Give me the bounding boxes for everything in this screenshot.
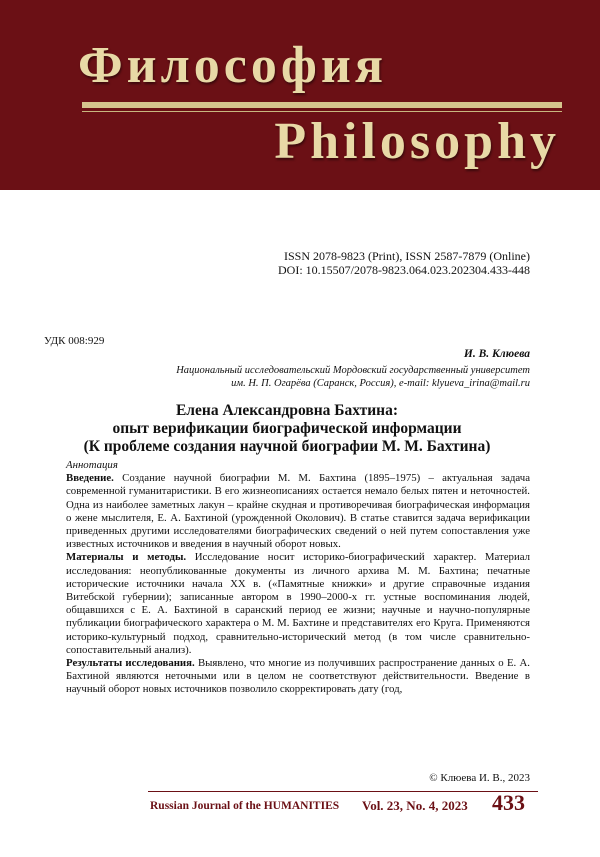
title-line-1: Елена Александровна Бахтина: <box>175 402 399 419</box>
methods-text: Исследование носит историко-биографический характер. Материал исследования: неопубликованные документы из личного архива М. М. Бахтина; печатные исторические источники начала XX в. («Памятные книжки» и другие справочные издания Витебской губернии); записанные автором в 1990–2000-х гг. устные воспоминания людей, общавшихся с Е. А. Бахтиной в саранский период ее жизни; научные и научно-популярные публикации биографического характера о М. М. Бахтине и представителях его Круга. Применяются историко-культурный подход, сравнительно-исторический метод (в том числе сравнительно-сопоставительный анализ). <box>66 551 530 656</box>
author-affiliation <box>90 364 530 390</box>
title-line-2: опыт верификации биографической информации <box>112 420 462 437</box>
banner-title-en: Philosophy <box>274 113 560 170</box>
results-label: Результаты исследования. <box>66 657 195 670</box>
abstract-methods <box>66 551 530 657</box>
abstract-label: Аннотация <box>66 459 118 471</box>
issn-line: ISSN 2078-9823 (Print), ISSN 2587-7879 (Online) <box>284 249 530 263</box>
udk-code: УДК 008:929 <box>44 335 105 347</box>
banner-divider-thin <box>82 111 562 112</box>
intro-label: Введение. <box>66 472 114 485</box>
footer-journal-name: Russian Journal of the HUMANITIES <box>150 800 340 812</box>
author-name: И. В. Клюева <box>463 348 530 360</box>
footer-rule <box>148 791 538 792</box>
banner-divider <box>82 102 562 108</box>
footer-volume: Vol. 23, No. 4, 2023 <box>362 798 468 813</box>
results-text: Выявлено, что многие из получивших распространение данных о Е. А. Бахтиной являются неточными или в целом не соответствуют действительности. Введение в научный оборот новых источников позволило скорректировать дату (год, <box>66 657 530 696</box>
abstract <box>66 459 530 697</box>
abstract-introduction <box>66 472 530 551</box>
banner-title-ru: Философия <box>78 37 387 94</box>
methods-label: Материалы и методы. <box>66 551 187 564</box>
copyright-notice: © Клюева И. В., 2023 <box>429 772 530 784</box>
intro-text: Создание научной биографии М. М. Бахтина (1895–1975) – актуальная задача современной гуманитаристики. В его жизнеописаниях остается немало белых пятен и неточностей. Одна из наиболее заметных лакун – крайне скудная и противоречивая биографическая информация о жене мыслителя, Е. А. Бахтиной (урожденной Околович). В статье ставится задача верификации приведенных другими исследователями биографических сведений о ней путем сопоставления уже известных источников и введения в научный оборот новых. <box>66 472 530 551</box>
doi-line[interactable]: DOI: 10.15507/2078-9823.064.023.202304.433-448 <box>278 263 530 277</box>
affiliation-line-2: им. Н. П. Огарёва (Саранск, Россия), e-mail: klyueva_irina@mail.ru <box>231 378 530 389</box>
page-number: 433 <box>492 790 525 815</box>
affiliation-line-1: Национальный исследовательский Мордовский государственный университет <box>176 365 530 376</box>
abstract-results <box>66 657 530 697</box>
journal-banner <box>0 0 600 190</box>
title-line-3: (К проблеме создания научной биографии М. М. Бахтина) <box>83 438 491 455</box>
article-title <box>44 402 530 456</box>
issn-block <box>130 249 530 277</box>
